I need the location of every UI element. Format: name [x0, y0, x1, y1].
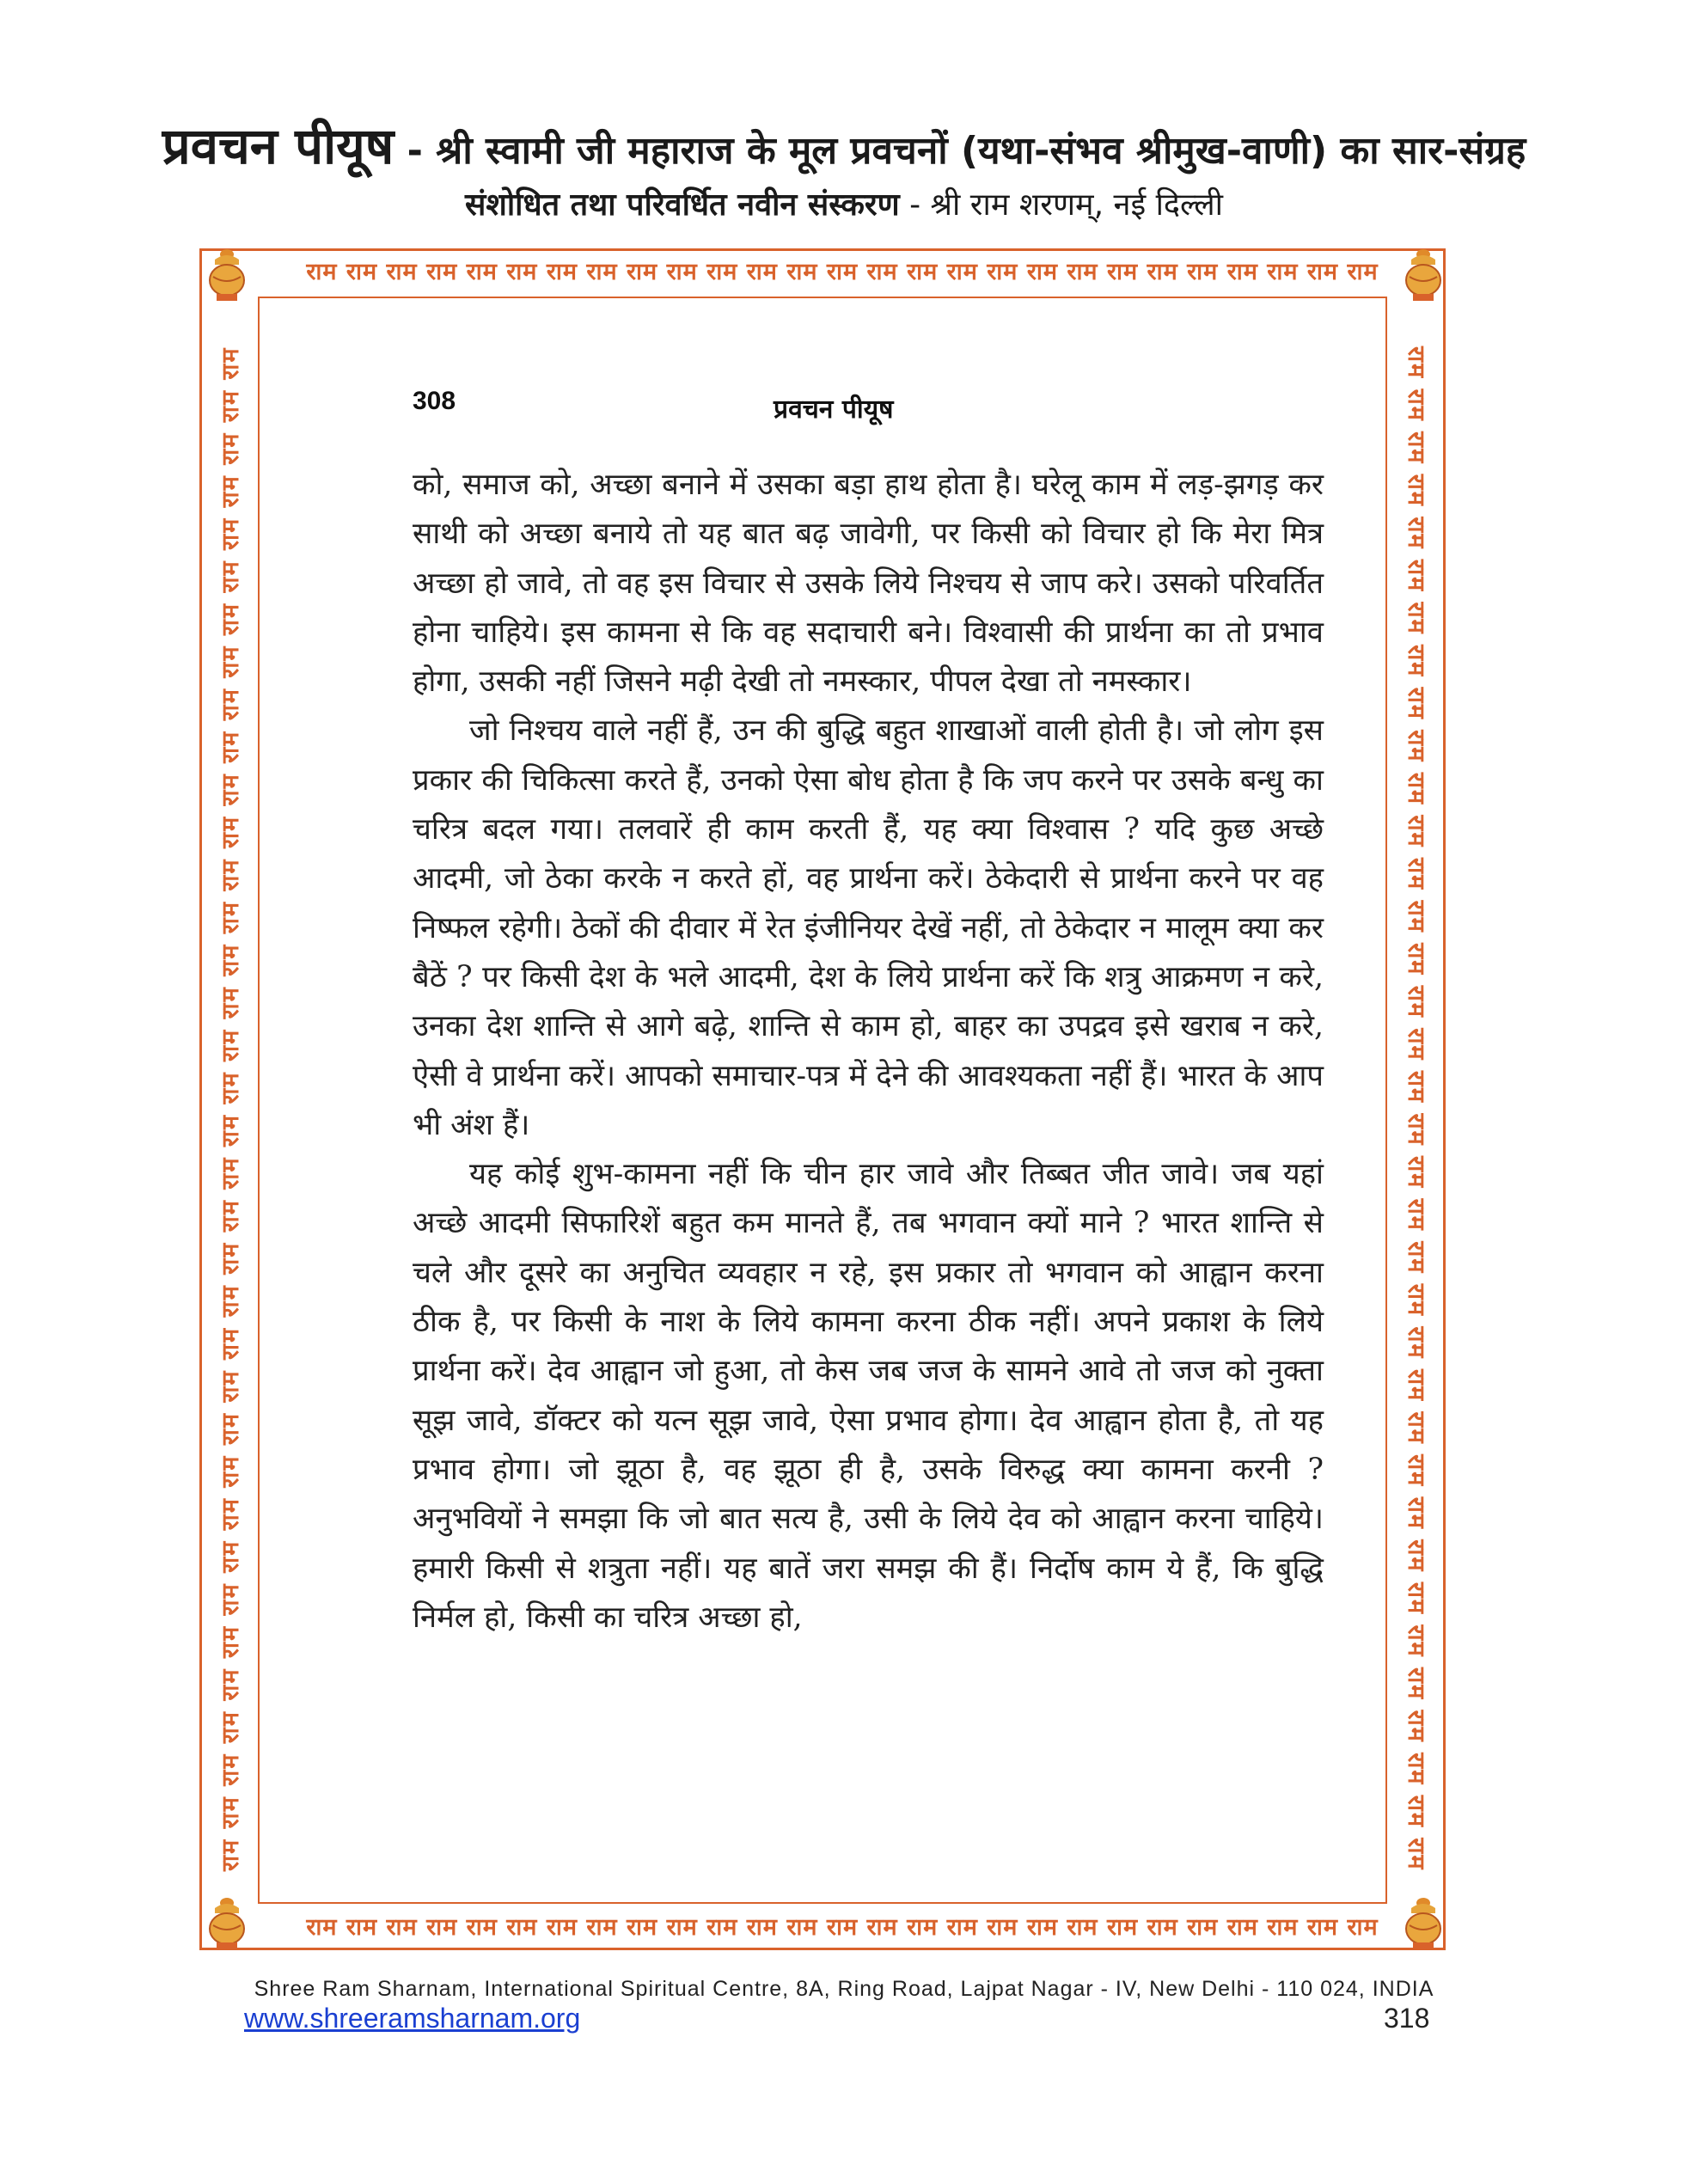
scanned-page-number: 308: [413, 387, 456, 415]
website-link[interactable]: www.shreeramsharnam.org: [244, 2003, 581, 2034]
kalash-ornament-icon: [203, 248, 251, 303]
header-edition: संशोधित तथा परिवर्धित नवीन संस्करण: [465, 187, 900, 223]
sermon-body: [413, 461, 1324, 1643]
document-header-subtitle: [0, 182, 1688, 224]
border-text-right: राम राम राम राम राम राम राम राम राम राम राम राम राम राम राम राम राम राम राम राम राम राम राम राम राम राम राम राम राम राम राम राम राम राम राम राम: [1403, 346, 1429, 1871]
paragraph-2: जो निश्चय वाले नहीं हैं, उन की बुद्धि बहुत शाखाओं वाली होती है। जो लोग इस प्रकार की चिकित्सा करते हैं, उनको ऐसा बोध होता है कि जप करने पर उसके बन्धु का चरित्र बदल गया। तलवारें ही काम करती हैं, यह क्या विश्वास ? यदि कुछ अच्छे आदमी, जो ठेका करके न करते हों, वह प्रार्थना करें। ठेकेदारी से प्रार्थना करने पर वह निष्फल रहेगी। ठेकों की दीवार में रेत इंजीनियर देखें नहीं, तो ठेकेदार न मालूम क्या कर बैठें ? पर किसी देश के भले आदमी, देश के लिये प्रार्थना करें कि शत्रु आक्रमण न करे, उनका देश शान्ति से आगे बढ़े, शान्ति से काम हो, बाहर का उपद्रव इसे खराब न करे, ऐसी वे प्रार्थना करें। आपको समाचार-पत्र में देने की आवश्यकता नहीं हैं। भारत के आप भी अंश हैं।: [413, 713, 1324, 1142]
scanned-page-title: प्रवचन पीयूष: [774, 395, 894, 425]
header-book-title: प्रवचन पीयूष: [162, 117, 394, 175]
kalash-ornament-icon: [1399, 248, 1447, 303]
header-publisher: - श्री राम शरणम्, नई दिल्ली: [899, 187, 1223, 223]
border-text-left: राम राम राम राम राम राम राम राम राम राम राम राम राम राम राम राम राम राम राम राम राम राम राम राम राम राम राम राम राम राम राम राम राम राम राम राम: [217, 346, 244, 1871]
border-text-top: राम राम राम राम राम राम राम राम राम राम राम राम राम राम राम राम राम राम राम राम राम राम राम राम राम राम राम: [306, 259, 1379, 285]
document-header-title: [0, 110, 1688, 178]
border-text-bottom: राम राम राम राम राम राम राम राम राम राम राम राम राम राम राम राम राम राम राम राम राम राम राम राम राम राम राम: [306, 1914, 1379, 1941]
kalash-ornament-icon: [203, 1896, 251, 1951]
kalash-ornament-icon: [1399, 1896, 1447, 1951]
footer-address: Shree Ram Sharnam, International Spiritual Centre, 8A, Ring Road, Lajpat Nagar - IV, New Delhi - 110 024, INDIA: [254, 1977, 1434, 2001]
footer-page-number: 318: [1384, 2003, 1430, 2034]
paragraph-1: को, समाज को, अच्छा बनाने में उसका बड़ा हाथ होता है। घरेलू काम में लड़-झगड़ कर साथी को अच्छा बनाये तो यह बात बढ़ जावेगी, पर किसी को विचार हो कि मेरा मित्र अच्छा हो जावे, तो वह इस विचार से उसके लिये निश्चय से जाप करे। उसको परिवर्तित होना चाहिये। इस कामना से कि वह सदाचारी बने। विश्वासी की प्रार्थना का तो प्रभाव होगा, उसकी नहीं जिसने मढ़ी देखी तो नमस्कार, पीपल देखा तो नमस्कार।: [413, 468, 1324, 700]
scanned-page-header: [413, 387, 1315, 430]
header-book-description: - श्री स्वामी जी महाराज के मूल प्रवचनों (यथा-संभव श्रीमुख-वाणी) का सार-संग्रह: [394, 129, 1526, 173]
paragraph-3: यह कोई शुभ-कामना नहीं कि चीन हार जावे और तिब्बत जीत जावे। जब यहां अच्छे आदमी सिफारिशें बहुत कम मानते हैं, तब भगवान क्यों माने ? भारत शान्ति से चले और दूसरे का अनुचित व्यवहार न रहे, इस प्रकार तो भगवान को आह्वान करना ठीक है, पर किसी के नाश के लिये कामना करना ठीक नहीं। अपने प्रकाश के लिये प्रार्थना करें। देव आह्वान जो हुआ, तो केस जब जज के सामने आवे तो जज को नुक्ता सूझ जावे, डॉक्टर को यत्न सूझ जावे, ऐसा प्रभाव होगा। देव आह्वान होता है, तो यह प्रभाव होगा। जो झूठा है, वह झूठा ही है, उसके विरुद्ध क्या कामना करनी ? अनुभवियों ने समझा कि जो बात सत्य है, उसी के लिये देव को आह्वान करना चाहिये। हमारी किसी से शत्रुता नहीं। यह बातें जरा समझ की हैं। निर्दोष काम ये हैं, कि बुद्धि निर्मल हो, किसी का चरित्र अच्छा हो,: [413, 1157, 1324, 1635]
